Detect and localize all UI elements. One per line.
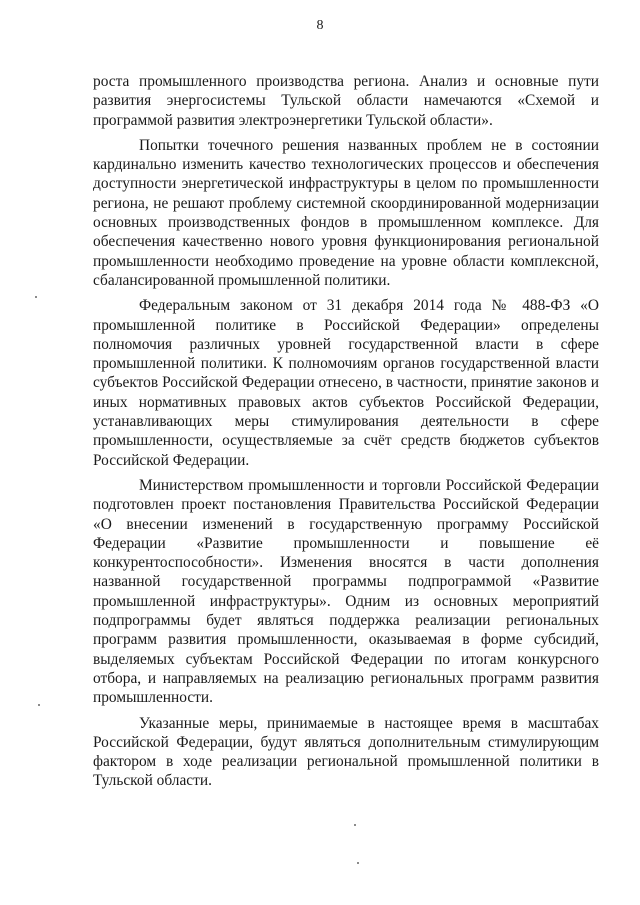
paragraph-5: Указанные меры, принимаемые в настоящее время в масштабах Российской Федерации, будут являться дополнительным стимулирующим фактором в ходе реализации региональной промышленной политики в Тульской области.: [93, 714, 599, 790]
paragraph-4: Министерством промышленности и торговли Российской Федерации подготовлен проект постановления Правительства Российской Федерации «О внесении изменений в государственную программу Российской Федерации «Развитие промышленности и повышение её конкурентоспособности». Изменения вносятся в части дополнения названной государственной программы подпрограммой «Развитие промышленной инфраструктуры». Одним из основных мероприятий подпрограммы будет являться поддержка реализации региональных программ развития промышленности, оказываемая в форме субсидий, выделяемых субъектам Российской Федерации по итогам конкурсного отбора, и направляемых на реализацию региональных программ развития промышленности.: [93, 476, 599, 707]
document-body: [93, 72, 599, 797]
paragraph-2: Попытки точечного решения названных проблем не в состоянии кардинально изменить качество технологических процессов и обеспечения доступности энергетической инфраструктуры в целом по промышленности региона, не решают проблему системной скоординированной модернизации основных производственных фондов в промышленном комплексе. Для обеспечения качественно нового уровня функционирования региональной промышленности необходимо проведение на уровне области комплексной, сбалансированной промышленной политики.: [93, 136, 599, 289]
page-number: 8: [316, 18, 324, 33]
paragraph-1: роста промышленного производства региона. Анализ и основные пути развития энергосистемы Тульской области намечаются «Схемой и программой развития электроэнергетики Тульской области».: [93, 73, 599, 129]
paragraph-3: Федеральным законом от 31 декабря 2014 года № 488-ФЗ «О промышленной политике в Российской Федерации» определены полномочия различных уровней государственной власти в сфере промышленной политики. К полномочиям органов государственной власти субъектов Российской Федерации отнесено, в частности, принятие законов и иных нормативных правовых актов субъектов Российской Федерации, устанавливающих меры стимулирования деятельности в сфере промышленности, осуществляемые за счёт средств бюджетов субъектов Российской Федерации.: [93, 297, 599, 469]
scan-speck: [35, 296, 37, 298]
scan-speck: [357, 862, 359, 864]
scan-speck: [38, 704, 40, 706]
scan-speck: [354, 824, 356, 826]
